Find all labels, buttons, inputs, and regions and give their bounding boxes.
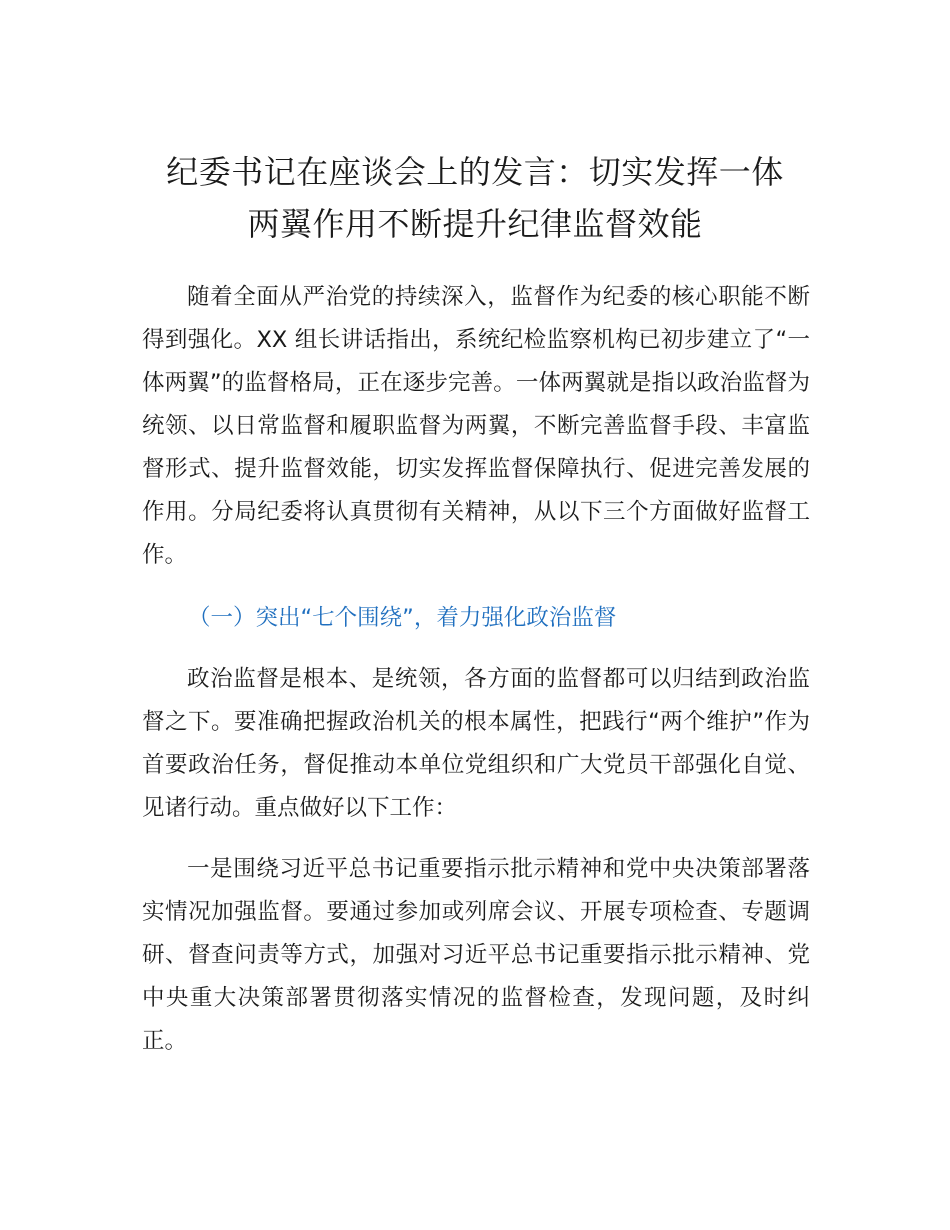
paragraph-intro: 随着全面从严治党的持续深入，监督作为纪委的核心职能不断得到强化。XX 组长讲话指出，系统纪检监察机构已初步建立了“一体两翼”的监督格局，正在逐步完善。一体两翼就是指以政治监督为统领、以日常监督和履职监督为两翼，不断完善监督手段、丰富监督形式、提升监督效能，切实发挥监督保障执行、促进完善发展的作用。分局纪委将认真贯彻有关精神，从以下三个方面做好监督工作。 (142, 284, 810, 568)
section-heading-1: （一）突出“七个围绕”，着力强化政治监督 (188, 605, 617, 631)
title-line-1: 纪委书记在座谈会上的发言：切实发挥一体 (166, 153, 784, 191)
paragraph-political-supervision: 政治监督是根本、是统领，各方面的监督都可以归结到政治监督之下。要准确把握政治机关的根本属性，把践行“两个维护”作为首要政治任务，督促推动本单位党组织和广大党员干部强化自觉、见诸行动。重点做好以下工作： (142, 666, 810, 821)
title-line-2: 两翼作用不断提升纪律监督效能 (247, 205, 703, 243)
paragraph-point-one: 一是围绕习近平总书记重要指示批示精神和党中央决策部署落实情况加强监督。要通过参加或列席会议、开展专项检查、专题调研、督查问责等方式，加强对习近平总书记重要指示批示精神、党中央重大决策部署贯彻落实情况的监督检查，发现问题，及时纠正。 (142, 856, 810, 1054)
document-title (120, 146, 830, 250)
